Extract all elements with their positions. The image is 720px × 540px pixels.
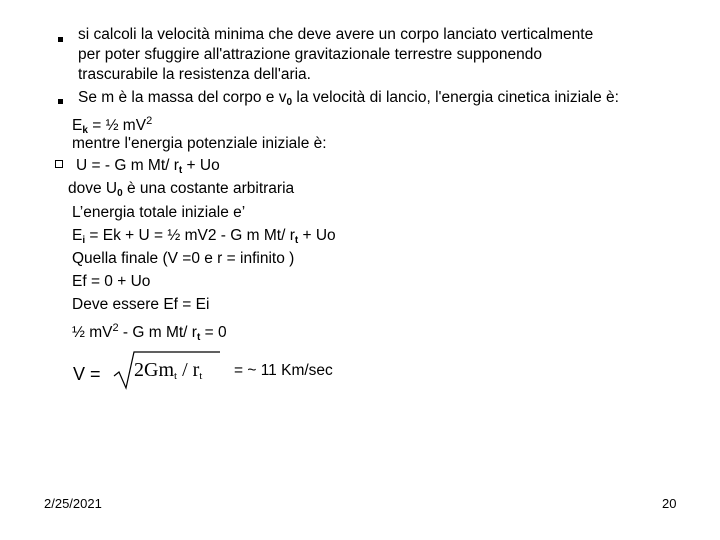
ei-sub2: t <box>294 235 299 246</box>
eq-pre: ½ mV <box>72 324 113 341</box>
sqrt-sub1: t <box>174 370 178 382</box>
ef-line: Ef = 0 + Uo <box>72 273 151 290</box>
bullet-square-1 <box>58 37 63 42</box>
eq-sup: 2 <box>112 322 119 334</box>
ei-sub: i <box>82 235 86 246</box>
equation-line <box>72 318 227 348</box>
eq-sub: t <box>196 332 201 343</box>
deve-line: Deve essere Ef = Ei <box>72 296 210 313</box>
u-pre: U = - G m Mt/ r <box>76 157 179 174</box>
dove-post: è una costante arbitraria <box>122 180 295 197</box>
u-formula <box>76 156 220 181</box>
bullet-square-2 <box>58 99 63 104</box>
u-post: + Uo <box>182 157 220 174</box>
line2-pre: Se m è la massa del corpo e v <box>78 89 287 106</box>
sqrt-content <box>134 358 202 388</box>
sqrt-slash: / r <box>177 359 200 381</box>
eq-post: = 0 <box>200 324 227 341</box>
text-line-1a: si calcoli la velocità minima che deve avere un corpo lanciato verticalmente <box>78 26 594 43</box>
ek-pre: E <box>72 117 83 134</box>
text-line-1b: per poter sfuggire all'attrazione gravitazionale terrestre supponendo <box>78 46 542 63</box>
dove-line <box>68 179 294 204</box>
etot-line: L’energia totale iniziale e’ <box>72 204 246 221</box>
result-text: = ~ 11 Km/sec <box>234 362 333 379</box>
v-label: V = <box>73 364 101 384</box>
footer-date: 2/25/2021 <box>44 496 102 511</box>
u-sub: t <box>178 165 183 176</box>
ei-pre: E <box>72 227 83 244</box>
ek-sub: k <box>82 125 88 136</box>
sqrt-sub2: t <box>199 370 203 382</box>
text-line-1c: trascurabile la resistenza dell'aria. <box>78 66 311 83</box>
page-number: 20 <box>662 496 677 511</box>
sqrt-num: 2Gm <box>134 359 174 381</box>
dove-sub: 0 <box>117 188 123 199</box>
eq-mid: - G m Mt/ r <box>118 324 197 341</box>
dove-pre: dove U <box>68 180 118 197</box>
bullet-box-icon <box>55 160 63 168</box>
potential-intro: mentre l'energia potenziale iniziale è: <box>72 135 327 152</box>
ei-post: + Uo <box>298 227 336 244</box>
line2-sub: 0 <box>286 97 293 108</box>
ei-mid: = Ek + U = ½ mV2 - G m Mt/ r <box>85 227 295 244</box>
finale-line: Quella finale (V =0 e r = infinito ) <box>72 250 295 267</box>
ek-sup: 2 <box>146 115 153 127</box>
ei-formula <box>72 226 336 251</box>
ek-mid: = ½ mV <box>87 117 147 134</box>
line2-post: la velocità di lancio, l'energia cinetica iniziale è: <box>292 89 619 106</box>
text-line-2 <box>78 88 619 113</box>
